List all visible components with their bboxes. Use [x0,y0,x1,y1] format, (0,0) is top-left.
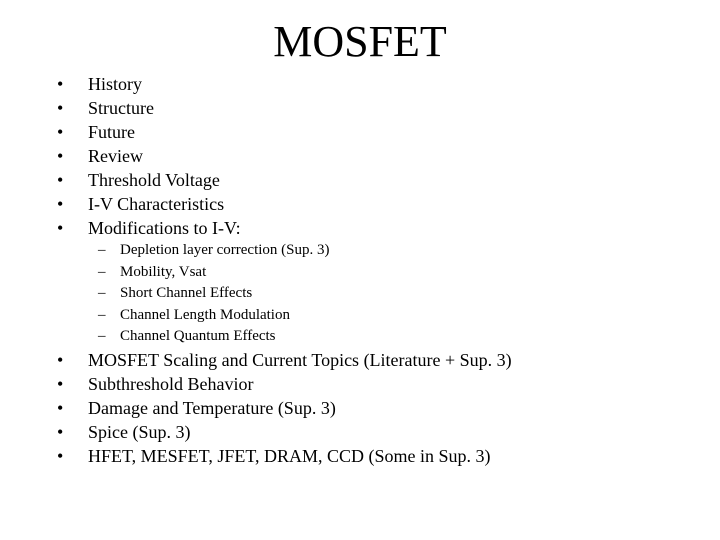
list-item [57,216,241,240]
list-item [57,192,241,216]
list-item [57,372,512,396]
dash-icon: – [98,328,106,344]
list-item [57,396,512,420]
sub-list-item [98,305,330,327]
sub-list-item-text: Depletion layer correction (Sup. 3) [120,242,330,258]
bullet-icon: • [57,194,64,214]
list-item [57,120,241,144]
list-item-text: Spice (Sup. 3) [88,422,191,442]
list-item-text: Threshold Voltage [88,170,220,190]
bullet-icon: • [57,170,64,190]
bullet-icon: • [57,422,64,442]
bullet-icon: • [57,398,64,418]
list-item-text: HFET, MESFET, JFET, DRAM, CCD (Some in Sup. 3) [88,446,491,466]
main-bullet-list [57,72,241,240]
list-item [57,168,241,192]
sub-list-item-text: Channel Length Modulation [120,306,290,323]
bullet-icon: • [57,374,64,394]
list-item-text: Subthreshold Behavior [88,374,254,394]
dash-icon: – [98,263,106,280]
sub-list-item-text: Channel Quantum Effects [120,328,276,344]
dash-icon: – [98,242,106,258]
bullet-icon: • [57,74,64,94]
bullet-icon: • [57,122,64,142]
sub-list-item [98,283,330,305]
list-item [57,348,512,372]
dash-icon: – [98,285,106,301]
list-item-text: Structure [88,98,154,118]
list-item [57,72,241,96]
bullet-icon: • [57,350,64,370]
list-item [57,96,241,120]
list-item-text: I-V Characteristics [88,194,225,214]
bullet-icon: • [57,98,64,118]
list-item [57,420,512,444]
sub-list-item [98,262,330,284]
bullet-icon: • [57,146,64,166]
bullet-icon: • [57,446,64,466]
sub-list-item [98,240,330,262]
sub-list-item-text: Short Channel Effects [120,285,253,301]
list-item-text: Damage and Temperature (Sup. 3) [88,398,336,418]
list-item-text: MOSFET Scaling and Current Topics (Literature + Sup. 3) [88,350,512,370]
slide-title: MOSFET [273,17,447,66]
list-item-text: Modifications to I-V: [88,218,241,238]
sub-bullet-list [98,240,330,348]
list-item [57,444,512,468]
list-item-text: History [88,74,142,94]
list-item [57,144,241,168]
list-item-text: Review [88,146,143,166]
sub-list-item [98,326,330,348]
dash-icon: – [98,306,106,323]
secondary-bullet-list [57,348,512,468]
list-item-text: Future [88,122,135,142]
sub-list-item-text: Mobility, Vsat [120,263,207,280]
bullet-icon: • [57,218,64,238]
